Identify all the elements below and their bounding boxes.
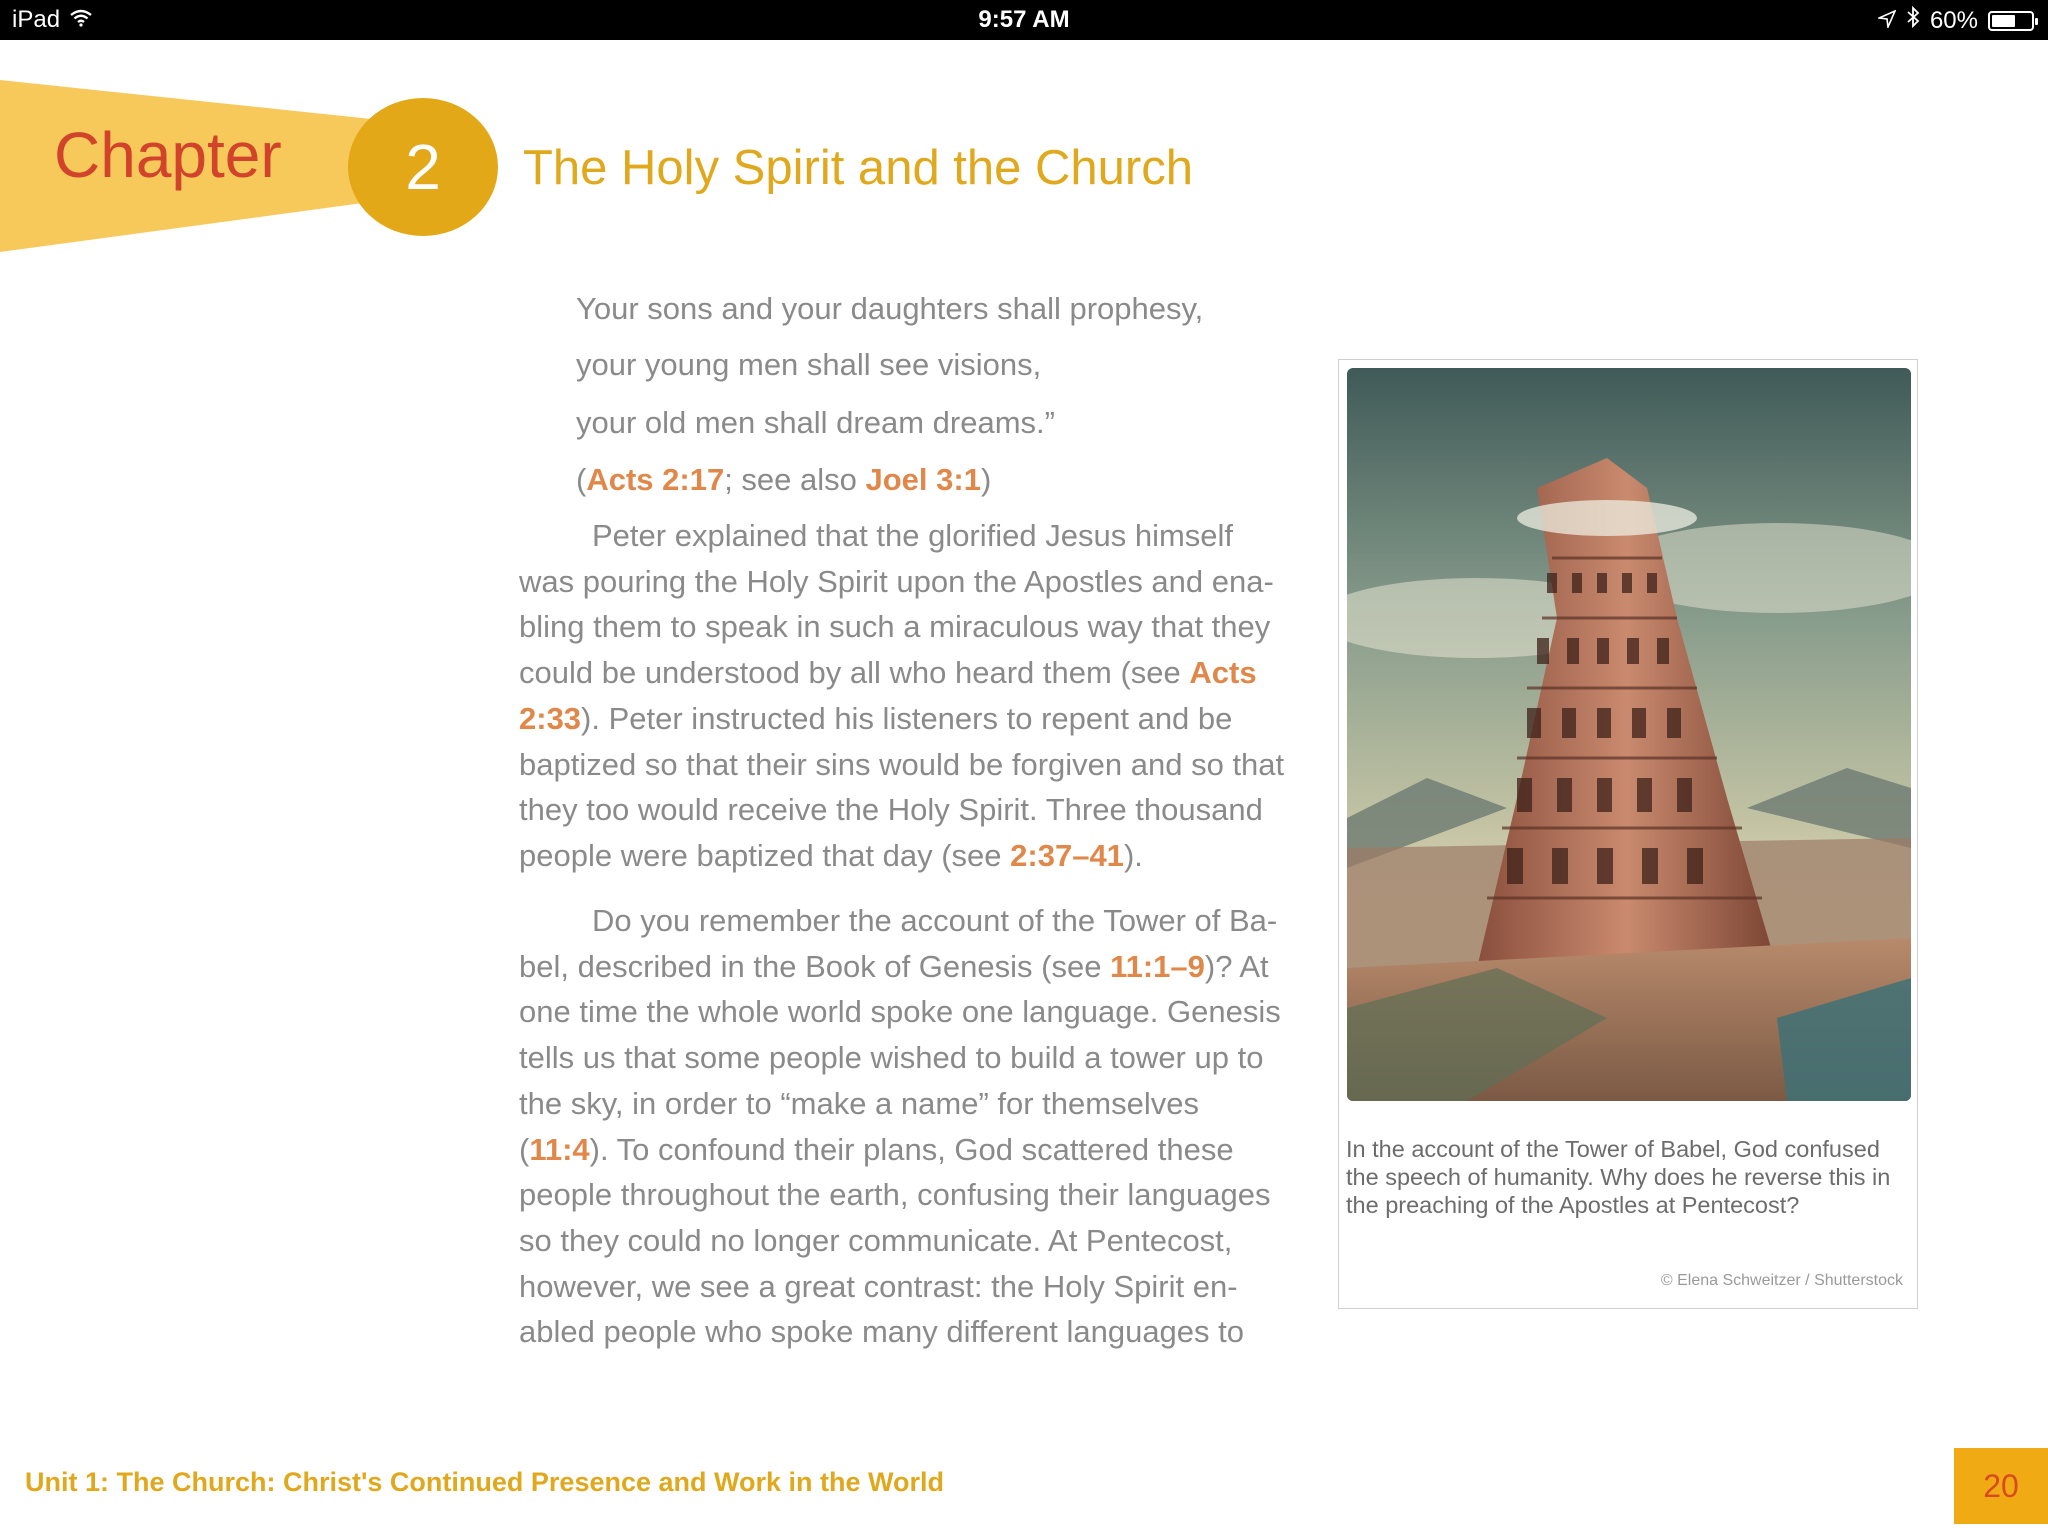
text-run: ( — [519, 1131, 530, 1167]
scripture-link[interactable]: Joel 3:1 — [865, 462, 981, 497]
text-line: one time the whole world spoke one language. Genesis — [519, 994, 1281, 1030]
text-line: so they could no longer communicate. At Pentecost, — [519, 1222, 1233, 1258]
text-line: abled people who spoke many different languages to — [519, 1314, 1245, 1350]
text-line: bling them to speak in such a miraculous way that they — [519, 609, 1271, 645]
location-icon — [1878, 7, 1896, 35]
citation-open: ( — [576, 462, 587, 497]
text-line: was pouring the Holy Spirit upon the Apostles and ena- — [519, 563, 1274, 599]
text-run: ). To confound their plans, God scattered these — [589, 1131, 1234, 1167]
battery-level — [1992, 15, 2015, 27]
scripture-link[interactable]: 2:37–41 — [1010, 837, 1124, 873]
text-run: ). — [1123, 837, 1143, 873]
battery-icon — [1988, 11, 2034, 31]
figure-box — [1338, 359, 1918, 1309]
text-line — [519, 650, 1319, 696]
figure-caption: In the account of the Tower of Babel, God confused the speech of humanity. Why does he reverse this in the preaching of the Apostles at Pentecost? — [1346, 1136, 1891, 1218]
text-run: could be understood by all who heard them (see — [519, 655, 1190, 691]
text-line: they too would receive the Holy Spirit. Three thousand — [519, 792, 1263, 828]
text-run: )? At — [1204, 948, 1269, 984]
battery-percent: 60% — [1929, 6, 1978, 34]
text-line: tells us that some people wished to build a tower up to — [519, 1040, 1264, 1076]
status-right — [1878, 6, 2034, 35]
text-line — [519, 944, 1319, 990]
citation-close: ) — [980, 462, 992, 497]
chapter-title: The Holy Spirit and the Church — [523, 141, 1193, 195]
quote-line: your old men shall dream dreams.” — [576, 405, 1055, 440]
status-time: 9:57 AM — [978, 6, 1070, 33]
scripture-link[interactable]: Acts 2:17 — [586, 462, 725, 497]
scripture-link[interactable]: Acts — [1189, 655, 1257, 691]
chapter-number: 2 — [348, 98, 498, 236]
quote-line: your young men shall see visions, — [576, 347, 1042, 382]
scripture-link[interactable]: 11:1–9 — [1110, 948, 1205, 984]
image-credit: © Elena Schweitzer / Shutterstock — [1660, 1272, 1903, 1289]
unit-title: Unit 1: The Church: Christ's Continued Presence and Work in the World — [25, 1467, 945, 1497]
text-line: Peter explained that the glorified Jesus himself — [592, 518, 1234, 553]
text-line: Do you remember the account of the Tower of Ba- — [592, 903, 1278, 938]
scripture-link[interactable]: 2:33 — [519, 700, 582, 736]
quote-citation — [576, 462, 991, 498]
text-line — [519, 833, 1319, 879]
text-run: ). Peter instructed his listeners to repent and be — [581, 700, 1233, 736]
status-bar — [0, 0, 2048, 40]
tower-of-babel-image[interactable] — [1347, 368, 1911, 1101]
text-line — [519, 1127, 1319, 1173]
bluetooth-icon — [1906, 6, 1920, 35]
text-line: people throughout the earth, confusing their languages — [519, 1177, 1271, 1213]
text-line: the sky, in order to “make a name” for themselves — [519, 1085, 1199, 1121]
device-name: iPad — [12, 6, 61, 33]
quote-line: Your sons and your daughters shall prophesy, — [576, 291, 1204, 326]
text-line: baptized so that their sins would be forgiven and so that — [519, 746, 1285, 782]
text-run: bel, described in the Book of Genesis (see — [519, 948, 1111, 984]
scripture-link[interactable]: 11:4 — [529, 1131, 590, 1167]
paragraph — [519, 513, 1319, 879]
text-line: however, we see a great contrast: the Holy Spirit en- — [519, 1268, 1238, 1304]
citation-text: ; see also — [724, 462, 866, 497]
chapter-label: Chapter — [54, 119, 282, 191]
paragraph — [519, 898, 1319, 1355]
page-number: 20 — [1954, 1448, 2048, 1524]
text-run: people were baptized that day (see — [519, 837, 1011, 873]
text-line — [519, 696, 1319, 742]
